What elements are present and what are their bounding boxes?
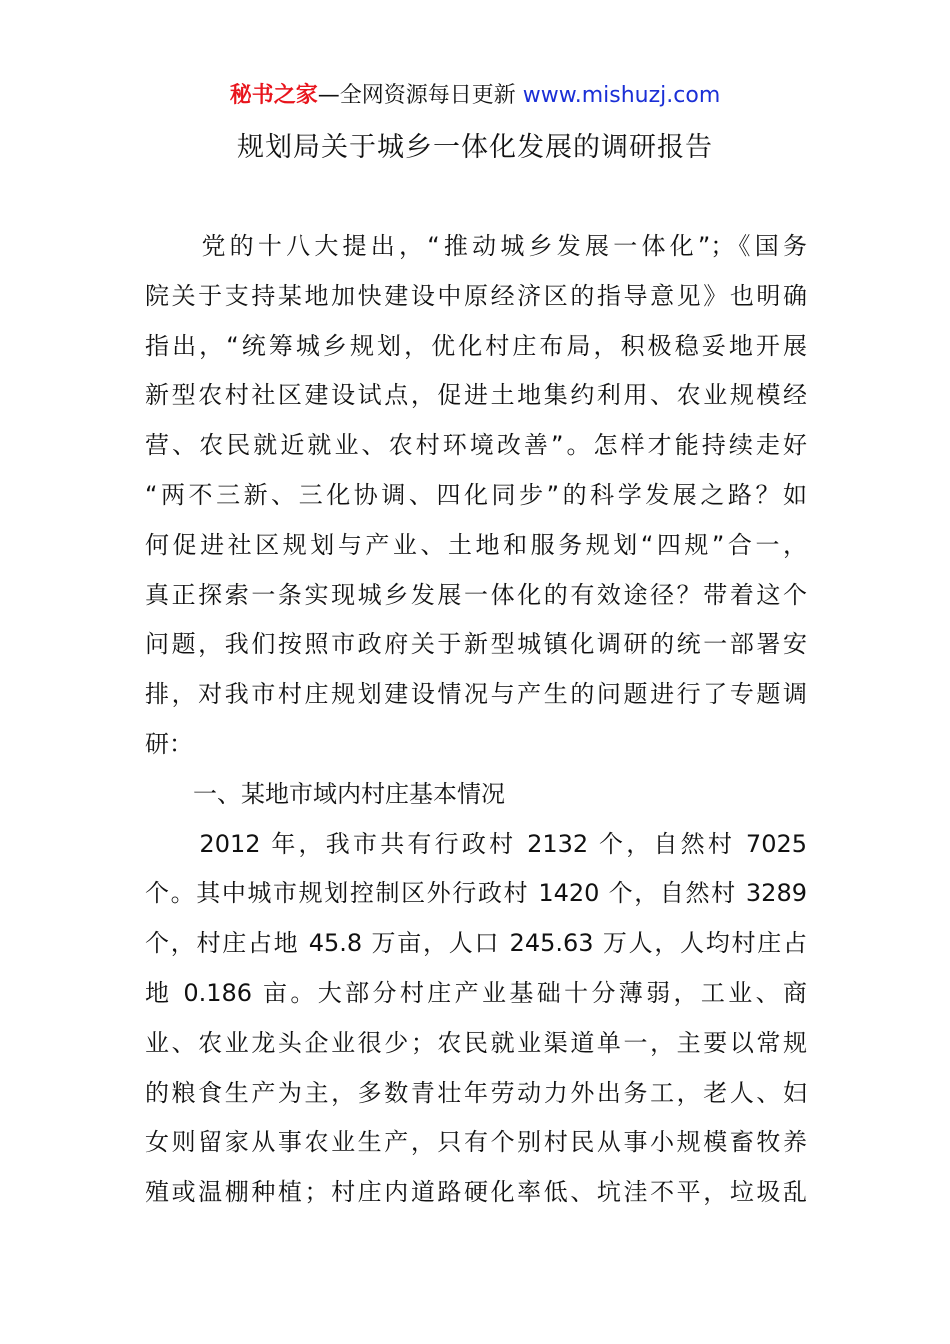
text-line: 营、农民就近就业、农村环境改善”。怎样才能持续走好 <box>145 431 807 460</box>
text-line: 个，村庄占地 45.8 万亩，人口 245.63 万人，人均村庄占 <box>145 929 807 958</box>
text-line: 问题，我们按照市政府关于新型城镇化调研的统一部署安 <box>145 630 807 659</box>
text-line: 新型农村社区建设试点，促进土地集约利用、农业规模经 <box>145 381 807 410</box>
text-line: 殖或温棚种植；村庄内道路硬化率低、坑洼不平，垃圾乱 <box>145 1178 807 1207</box>
text-line: 党的十八大提出，“推动城乡发展一体化”；《国务 <box>145 232 807 260</box>
header-tagline: —全网资源每日更新 <box>317 83 516 108</box>
paragraph-village-stats <box>145 820 807 1218</box>
brand-name: 秘书之家 <box>229 83 318 108</box>
site-url-link[interactable]: www.mishuzj.com <box>522 83 721 108</box>
document-body <box>145 222 807 1218</box>
section-1-heading: 一、某地市域内村庄基本情况 <box>145 779 505 808</box>
text-line: 的粮食生产为主，多数青壮年劳动力外出务工，老人、妇 <box>145 1078 807 1107</box>
text-line: 何促进社区规划与产业、土地和服务规划“四规”合一， <box>145 530 807 559</box>
document-title: 规划局关于城乡一体化发展的调研报告 <box>237 132 713 163</box>
section-heading <box>145 770 807 820</box>
site-header <box>0 80 950 112</box>
text-line: 研： <box>145 729 193 758</box>
text-line: 真正探索一条实现城乡发展一体化的有效途径？带着这个 <box>145 580 807 609</box>
text-line: 女则留家从事农业生产，只有个别村民从事小规模畜牧养 <box>145 1128 807 1157</box>
text-line: 指出，“统筹城乡规划，优化村庄布局，积极稳妥地开展 <box>145 331 807 360</box>
text-line: 业、农业龙头企业很少；农民就业渠道单一，主要以常规 <box>145 1028 807 1057</box>
text-line: 2012 年，我市共有行政村 2132 个，自然村 7025 <box>145 829 807 858</box>
text-line: 个。其中城市规划控制区外行政村 1420 个，自然村 3289 <box>145 879 807 908</box>
text-line: 地 0.186 亩。大部分村庄产业基础十分薄弱，工业、商 <box>145 978 807 1007</box>
text-line: 院关于支持某地加快建设中原经济区的指导意见》也明确 <box>145 281 807 310</box>
paragraph-intro <box>145 222 807 770</box>
text-line: “两不三新、三化协调、四化同步”的科学发展之路？如 <box>145 480 807 509</box>
text-line: 排，对我市村庄规划建设情况与产生的问题进行了专题调 <box>145 680 807 709</box>
